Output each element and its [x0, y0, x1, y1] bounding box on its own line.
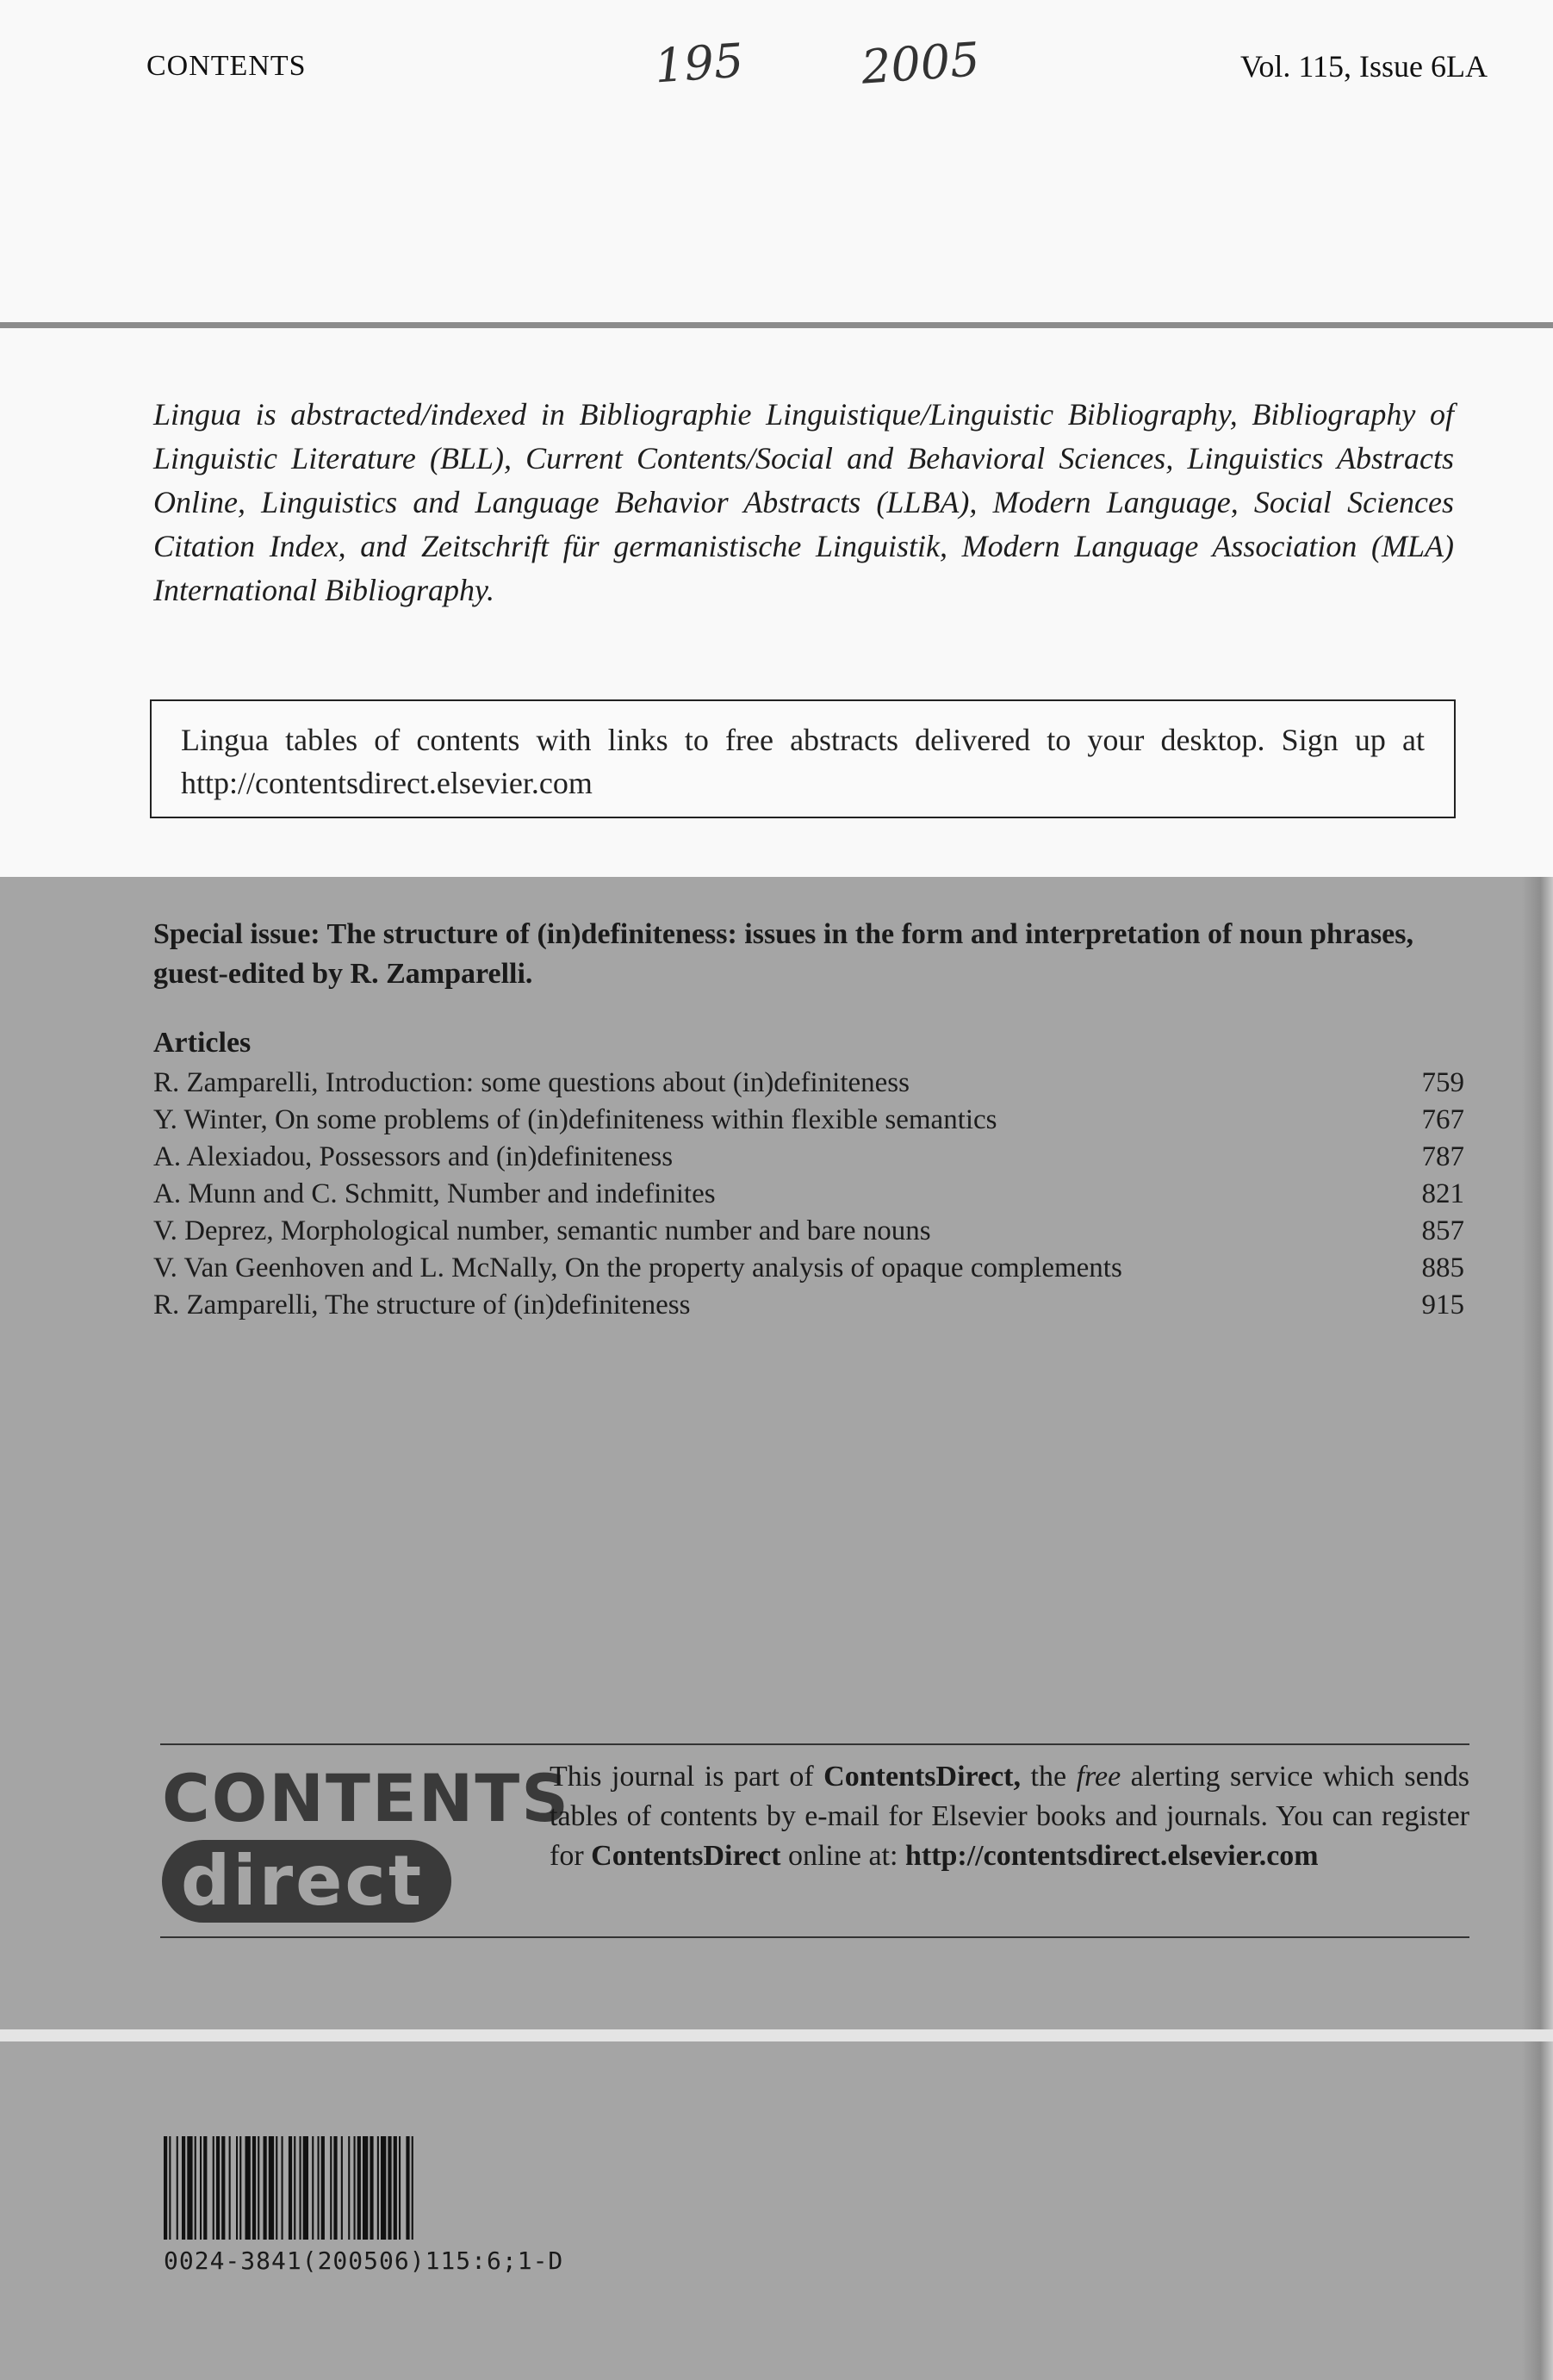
cd-brand: ContentsDirect [591, 1840, 781, 1872]
articles-list [153, 1065, 1464, 1324]
barcode-bar [187, 2136, 192, 2240]
barcode-bar [264, 2136, 267, 2240]
article-title: V. Van Geenhoven and L. McNally, On the property analysis of opaque complements [153, 1252, 1122, 1283]
article-title: Y. Winter, On some problems of (in)definiteness within flexible semantics [153, 1104, 997, 1135]
article-title: A. Munn and C. Schmitt, Number and indefinites [153, 1178, 716, 1209]
barcode-bar [318, 2136, 320, 2240]
article-title: V. Deprez, Morphological number, semantic number and bare nouns [153, 1215, 931, 1246]
barcode-bar [388, 2136, 391, 2240]
header-divider [0, 322, 1553, 328]
barcode-bar [221, 2136, 225, 2240]
barcode-bar [363, 2136, 368, 2240]
indexing-note: Lingua is abstracted/indexed in Bibliographie Linguistique/Linguistic Bibliography, Bibliography of Linguistic Literature (BLL), Current Contents/Social and Behavioral Sciences, Linguistics Abstracts Online, Linguistics and Language Behavior Abstracts (LLBA), Modern Language, Social Sciences Citation Index, and Zeitschrift für germanistische Linguistik, Modern Language Association (MLA) International Bibliography. [153, 397, 1454, 607]
article-page: 787 [1421, 1141, 1464, 1172]
barcode-bar [229, 2136, 231, 2240]
barcode-bar [399, 2136, 401, 2240]
barcode-bar [341, 2136, 343, 2240]
logo-contents-word: CONTENTS [162, 1760, 570, 1836]
article-row [153, 1065, 1464, 1102]
barcode-bar [381, 2136, 386, 2240]
barcode-bar [300, 2136, 301, 2240]
logo-direct-pill: direct [162, 1840, 451, 1923]
article-title: R. Zamparelli, Introduction: some questions about (in)definiteness [153, 1067, 910, 1098]
light-divider-band [0, 2029, 1553, 2041]
barcode-bar [203, 2136, 207, 2240]
handwritten-note-1: 195 [652, 33, 746, 94]
article-row [153, 1176, 1464, 1213]
barcode-bar [195, 2136, 196, 2240]
barcode-bar [377, 2136, 379, 2240]
barcode-bar [239, 2136, 241, 2240]
barcode-bar [289, 2136, 292, 2240]
cd-text-part: the [1021, 1761, 1077, 1793]
article-row [153, 1287, 1464, 1324]
barcode-bar [394, 2136, 397, 2240]
barcode-bar [303, 2136, 308, 2240]
barcode-bar [252, 2136, 256, 2240]
barcode-bar [348, 2136, 350, 2240]
barcode-graphic [164, 2136, 629, 2240]
special-issue-heading: Special issue: The structure of (in)definiteness: issues in the form and interpretation of noun phrases, guest-edited by R. Zamparelli. [153, 918, 1413, 990]
barcode-bar [412, 2136, 413, 2240]
barcode-bar [177, 2136, 178, 2240]
article-page: 767 [1421, 1104, 1464, 1135]
barcode-bar [245, 2136, 251, 2240]
article-row [153, 1102, 1464, 1139]
article-row [153, 1250, 1464, 1287]
article-row [153, 1213, 1464, 1250]
barcode-bar [276, 2136, 277, 2240]
barcode-bar [258, 2136, 259, 2240]
barcode-bar [406, 2136, 409, 2240]
header-contents-label: CONTENTS [146, 50, 307, 82]
barcode-bar [213, 2136, 214, 2240]
cd-text-part: alerting service which sends tables of contents by e-mail for Elsevier books and journals. You can register for [550, 1761, 1469, 1872]
barcode-bar [169, 2136, 171, 2240]
article-page: 915 [1421, 1289, 1464, 1320]
barcode-bar [164, 2136, 167, 2240]
contentsdirect-top-rule [160, 1743, 1469, 1745]
article-row [153, 1139, 1464, 1176]
barcode-bar [182, 2136, 185, 2240]
barcode-bar [269, 2136, 274, 2240]
cd-text-part: online at: [780, 1840, 905, 1872]
barcode-number: 0024-3841(200506)115:6;1-D [164, 2246, 564, 2275]
barcode-bar [200, 2136, 202, 2240]
barcode-bar [370, 2136, 373, 2240]
barcode-bar [236, 2136, 238, 2240]
barcode-bar [330, 2136, 332, 2240]
cd-text-part: This journal is part of [550, 1761, 824, 1793]
volume-issue-label: Vol. 115, Issue 6LA [1240, 49, 1488, 84]
article-page: 759 [1421, 1067, 1464, 1098]
article-title: R. Zamparelli, The structure of (in)definiteness [153, 1289, 691, 1320]
barcode-bar [354, 2136, 356, 2240]
barcode-bar [282, 2136, 283, 2240]
page-edge-shadow [1522, 877, 1553, 2380]
barcode-bar [333, 2136, 337, 2240]
barcode-bar [216, 2136, 220, 2240]
handwritten-note-2: 2005 [859, 32, 982, 95]
articles-heading: Articles [153, 1027, 252, 1059]
contentsdirect-logo [162, 1760, 570, 1928]
article-title: A. Alexiadou, Possessors and (in)definiteness [153, 1141, 674, 1172]
barcode-bar [294, 2136, 295, 2240]
cd-brand: ContentsDirect, [823, 1761, 1021, 1793]
barcode-bar [357, 2136, 361, 2240]
article-page: 857 [1421, 1215, 1464, 1246]
cd-url-link[interactable]: http://contentsdirect.elsevier.com [904, 1840, 1319, 1872]
cd-free-word: free [1076, 1761, 1121, 1793]
article-page: 885 [1421, 1252, 1464, 1283]
contentsdirect-bottom-rule [160, 1936, 1469, 1938]
contentsdirect-description [550, 1757, 1469, 1876]
barcode-bar [321, 2136, 325, 2240]
signup-notice-box: Lingua tables of contents with links to free abstracts delivered to your desktop. Sign up at http://contentsdirect.elsevier.com [150, 699, 1456, 818]
article-page: 821 [1421, 1178, 1464, 1209]
barcode-bar [312, 2136, 314, 2240]
